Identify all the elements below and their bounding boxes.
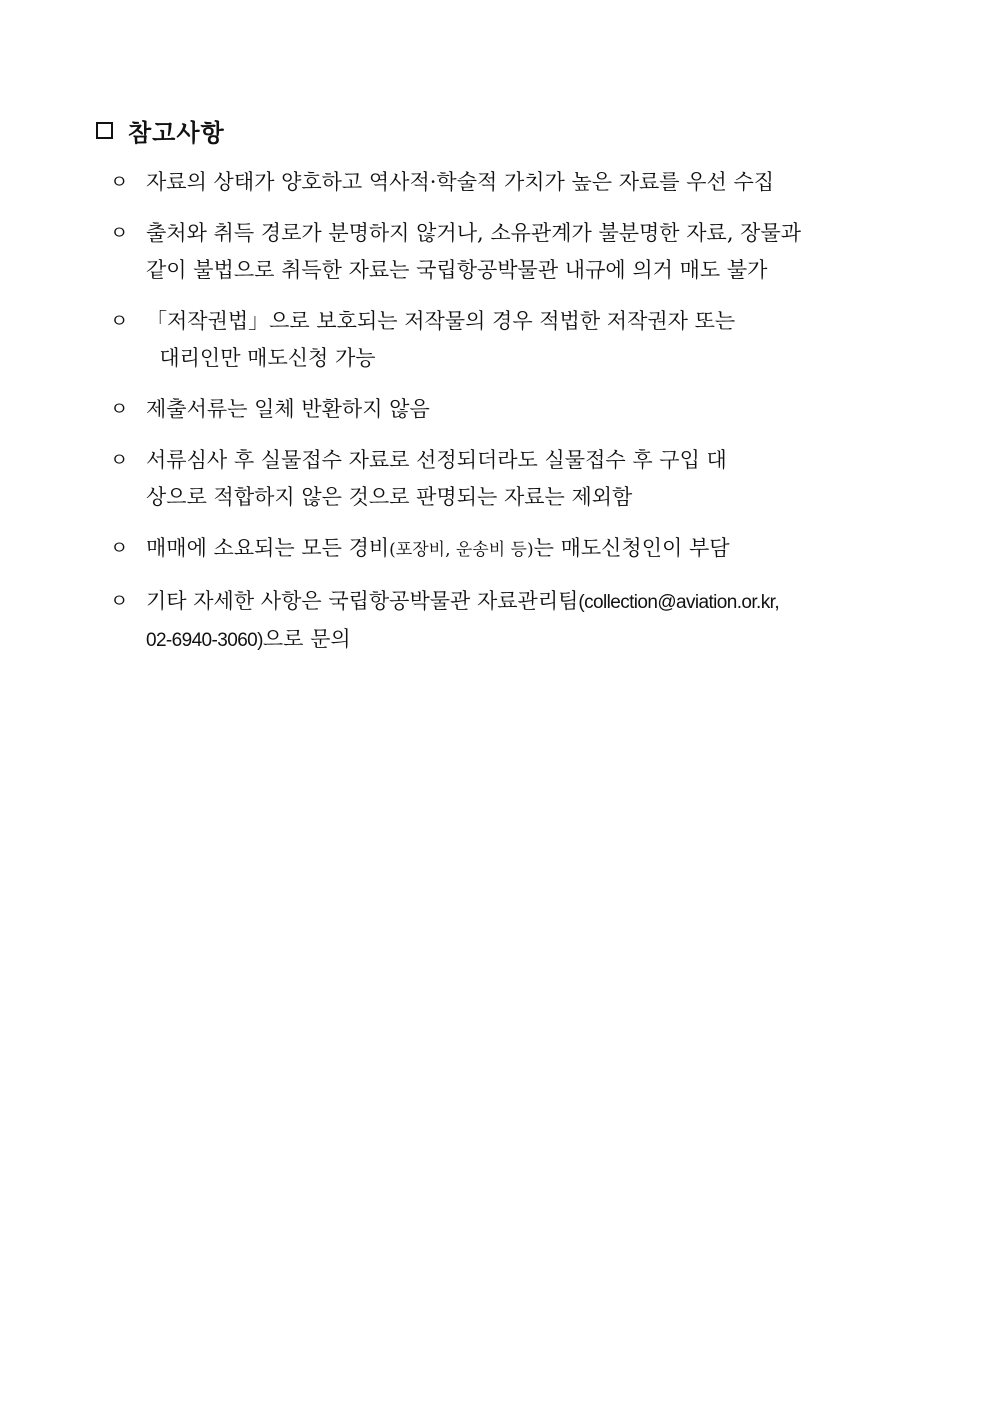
list-item bbox=[110, 164, 900, 201]
circle-bullet-icon: ㅇ bbox=[110, 449, 129, 471]
section-title: 참고사항 bbox=[128, 118, 225, 147]
circle-bullet-icon: ㅇ bbox=[110, 171, 129, 193]
item-text: 제출서류는 일체 반환하지 않음 bbox=[146, 397, 430, 421]
circle-bullet-icon: ㅇ bbox=[110, 398, 129, 420]
circle-bullet-icon: ㅇ bbox=[110, 310, 129, 332]
circle-bullet-icon: ㅇ bbox=[110, 537, 129, 559]
list-item bbox=[110, 583, 900, 659]
item-text: 출처와 취득 경로가 분명하지 않거나, 소유관계가 불분명한 자료, 장물과 같이 불법으로 취득한 자료는 국립항공박물관 내규에 의거 매도 불가 bbox=[146, 221, 802, 282]
list-item bbox=[110, 303, 900, 377]
square-checkbox-icon bbox=[96, 122, 113, 139]
list-item bbox=[110, 530, 900, 569]
item-text bbox=[146, 583, 900, 659]
contact-email: (collection@aviation.or.kr, bbox=[578, 592, 779, 613]
contact-phone: 02-6940-3060) bbox=[146, 630, 263, 651]
item-text: 서류심사 후 실물접수 자료로 선정되더라도 실물접수 후 구입 대 상으로 적합하지 않은 것으로 판명되는 자료는 제외함 bbox=[146, 448, 727, 509]
section-header bbox=[96, 112, 225, 148]
item-text-main: 기타 자세한 사항은 국립항공박물관 자료관리팀 bbox=[146, 589, 579, 613]
item-text-tail: 으로 문의 bbox=[262, 627, 351, 651]
item-text: 「저작권법」으로 보호되는 저작물의 경우 적법한 저작권자 또는 대리인만 매도신청 가능 bbox=[146, 309, 736, 370]
item-text: 자료의 상태가 양호하고 역사적·학술적 가치가 높은 자료를 우선 수집 bbox=[146, 170, 775, 194]
item-text bbox=[146, 530, 900, 569]
item-text-tail: 는 매도신청인이 부담 bbox=[533, 536, 730, 560]
list-item bbox=[110, 391, 900, 428]
list-item bbox=[110, 215, 900, 289]
item-text-main: 매매에 소요되는 모든 경비 bbox=[146, 536, 390, 560]
circle-bullet-icon: ㅇ bbox=[110, 222, 129, 244]
list-item bbox=[110, 442, 900, 516]
item-text-parenthetical: (포장비, 운송비 등) bbox=[389, 540, 534, 560]
circle-bullet-icon: ㅇ bbox=[110, 590, 129, 612]
notes-list bbox=[110, 164, 900, 673]
